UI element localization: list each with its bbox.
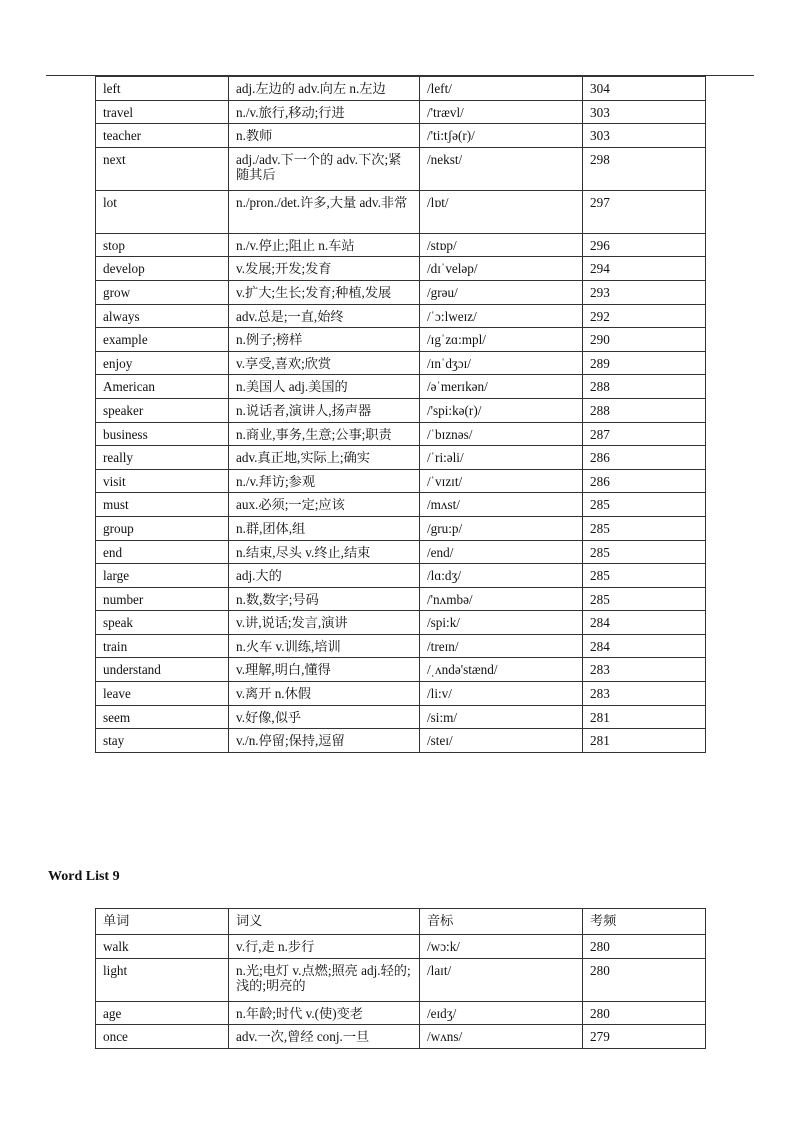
word-cell: group xyxy=(96,516,229,540)
phonetic-cell: /ˈɔ:lweɪz/ xyxy=(420,304,583,328)
table-row xyxy=(96,304,706,328)
table-row xyxy=(96,398,706,422)
meaning-cell: adv.一次,曾经 conj.一旦 xyxy=(229,1025,420,1049)
table-row xyxy=(96,682,706,706)
word-cell: visit xyxy=(96,469,229,493)
meaning-cell: adj./adv.下一个的 adv.下次;紧随其后 xyxy=(229,147,420,190)
meaning-cell: n.火车 v.训练,培训 xyxy=(229,634,420,658)
table-row xyxy=(96,280,706,304)
word-cell: understand xyxy=(96,658,229,682)
frequency-cell: 298 xyxy=(583,147,706,190)
frequency-cell: 303 xyxy=(583,124,706,148)
meaning-cell: n.群,团体,组 xyxy=(229,516,420,540)
word-cell: stop xyxy=(96,233,229,257)
meaning-cell: n.教师 xyxy=(229,124,420,148)
word-cell: speaker xyxy=(96,398,229,422)
word-cell: leave xyxy=(96,682,229,706)
phonetic-cell: /li:v/ xyxy=(420,682,583,706)
phonetic-cell: /ˈvɪzɪt/ xyxy=(420,469,583,493)
table-row xyxy=(96,328,706,352)
frequency-cell: 283 xyxy=(583,682,706,706)
phonetic-cell: /'nʌmbə/ xyxy=(420,587,583,611)
word-cell: develop xyxy=(96,257,229,281)
phonetic-cell: /'ti:tʃə(r)/ xyxy=(420,124,583,148)
frequency-cell: 280 xyxy=(583,1001,706,1025)
table-row xyxy=(96,233,706,257)
meaning-cell: n./pron./det.许多,大量 adv.非常 xyxy=(229,190,420,233)
phonetic-cell: /grəu/ xyxy=(420,280,583,304)
phonetic-cell: /nekst/ xyxy=(420,147,583,190)
phonetic-cell: /mʌst/ xyxy=(420,493,583,517)
table-row xyxy=(96,100,706,124)
table-row xyxy=(96,729,706,753)
phonetic-cell: /ˈbɪznəs/ xyxy=(420,422,583,446)
meaning-cell: v.扩大;生长;发育;种植,发展 xyxy=(229,280,420,304)
frequency-cell: 285 xyxy=(583,516,706,540)
phonetic-cell: /wʌns/ xyxy=(420,1025,583,1049)
word-cell: seem xyxy=(96,705,229,729)
meaning-cell: n.年龄;时代 v.(使)变老 xyxy=(229,1001,420,1025)
phonetic-cell: /lɒt/ xyxy=(420,190,583,233)
table-row xyxy=(96,493,706,517)
meaning-cell: adv.总是;一直,始终 xyxy=(229,304,420,328)
table-row xyxy=(96,634,706,658)
frequency-cell: 304 xyxy=(583,77,706,101)
meaning-cell: n.光;电灯 v.点燃;照亮 adj.轻的;浅的;明亮的 xyxy=(229,958,420,1001)
word-cell: really xyxy=(96,446,229,470)
header-meaning: 词义 xyxy=(229,909,420,935)
frequency-cell: 288 xyxy=(583,398,706,422)
meaning-cell: n./v.停止;阻止 n.车站 xyxy=(229,233,420,257)
word-cell: speak xyxy=(96,611,229,635)
frequency-cell: 281 xyxy=(583,729,706,753)
word-cell: always xyxy=(96,304,229,328)
table-row xyxy=(96,422,706,446)
meaning-cell: v.理解,明白,懂得 xyxy=(229,658,420,682)
word-cell: grow xyxy=(96,280,229,304)
frequency-cell: 284 xyxy=(583,634,706,658)
table-row xyxy=(96,658,706,682)
table-row xyxy=(96,705,706,729)
frequency-cell: 292 xyxy=(583,304,706,328)
phonetic-cell: /si:m/ xyxy=(420,705,583,729)
word-cell: large xyxy=(96,564,229,588)
frequency-cell: 286 xyxy=(583,469,706,493)
vocab-table-word-list-9 xyxy=(95,908,706,1049)
phonetic-cell: /stɒp/ xyxy=(420,233,583,257)
word-cell: once xyxy=(96,1025,229,1049)
frequency-cell: 293 xyxy=(583,280,706,304)
frequency-cell: 283 xyxy=(583,658,706,682)
frequency-cell: 287 xyxy=(583,422,706,446)
meaning-cell: n.商业,事务,生意;公事;职责 xyxy=(229,422,420,446)
meaning-cell: v.行,走 n.步行 xyxy=(229,935,420,959)
table-row xyxy=(96,147,706,190)
frequency-cell: 289 xyxy=(583,351,706,375)
meaning-cell: v.享受,喜欢;欣赏 xyxy=(229,351,420,375)
word-cell: American xyxy=(96,375,229,399)
word-cell: example xyxy=(96,328,229,352)
table-row xyxy=(96,540,706,564)
frequency-cell: 290 xyxy=(583,328,706,352)
phonetic-cell: /spi:k/ xyxy=(420,611,583,635)
word-cell: light xyxy=(96,958,229,1001)
word-cell: travel xyxy=(96,100,229,124)
frequency-cell: 285 xyxy=(583,540,706,564)
phonetic-cell: /eɪdʒ/ xyxy=(420,1001,583,1025)
phonetic-cell: /treɪn/ xyxy=(420,634,583,658)
meaning-cell: n.结束,尽头 v.终止,结束 xyxy=(229,540,420,564)
meaning-cell: v.讲,说话;发言,演讲 xyxy=(229,611,420,635)
word-cell: left xyxy=(96,77,229,101)
phonetic-cell: /'spi:kə(r)/ xyxy=(420,398,583,422)
phonetic-cell: /left/ xyxy=(420,77,583,101)
table-row xyxy=(96,958,706,1001)
table-header-row xyxy=(96,909,706,935)
meaning-cell: aux.必须;一定;应该 xyxy=(229,493,420,517)
meaning-cell: n.例子;榜样 xyxy=(229,328,420,352)
phonetic-cell: /ˈri:əli/ xyxy=(420,446,583,470)
phonetic-cell: /əˈmerɪkən/ xyxy=(420,375,583,399)
phonetic-cell: /end/ xyxy=(420,540,583,564)
table-row xyxy=(96,469,706,493)
phonetic-cell: /dɪˈveləp/ xyxy=(420,257,583,281)
word-cell: enjoy xyxy=(96,351,229,375)
frequency-cell: 285 xyxy=(583,493,706,517)
table-row xyxy=(96,516,706,540)
frequency-cell: 297 xyxy=(583,190,706,233)
vocab-table-continued xyxy=(95,76,706,753)
word-cell: lot xyxy=(96,190,229,233)
word-cell: must xyxy=(96,493,229,517)
table-row xyxy=(96,124,706,148)
frequency-cell: 294 xyxy=(583,257,706,281)
phonetic-cell: /ɪnˈdʒɔɪ/ xyxy=(420,351,583,375)
meaning-cell: n.数,数字;号码 xyxy=(229,587,420,611)
table-row xyxy=(96,257,706,281)
frequency-cell: 284 xyxy=(583,611,706,635)
table-row xyxy=(96,375,706,399)
meaning-cell: v.好像,似乎 xyxy=(229,705,420,729)
meaning-cell: n.说话者,演讲人,扬声器 xyxy=(229,398,420,422)
word-cell: age xyxy=(96,1001,229,1025)
frequency-cell: 280 xyxy=(583,935,706,959)
phonetic-cell: /steɪ/ xyxy=(420,729,583,753)
frequency-cell: 286 xyxy=(583,446,706,470)
word-cell: teacher xyxy=(96,124,229,148)
table-row xyxy=(96,587,706,611)
frequency-cell: 288 xyxy=(583,375,706,399)
table-row xyxy=(96,190,706,233)
header-phonetic: 音标 xyxy=(420,909,583,935)
phonetic-cell: /lɑ:dʒ/ xyxy=(420,564,583,588)
word-cell: business xyxy=(96,422,229,446)
word-cell: number xyxy=(96,587,229,611)
word-cell: stay xyxy=(96,729,229,753)
frequency-cell: 280 xyxy=(583,958,706,1001)
word-cell: walk xyxy=(96,935,229,959)
header-frequency: 考频 xyxy=(583,909,706,935)
section-heading: Word List 9 xyxy=(48,869,120,884)
phonetic-cell: /ɪgˈzɑ:mpl/ xyxy=(420,328,583,352)
table-row xyxy=(96,1025,706,1049)
table-row xyxy=(96,1001,706,1025)
meaning-cell: n.美国人 adj.美国的 xyxy=(229,375,420,399)
header-word: 单词 xyxy=(96,909,229,935)
table-row xyxy=(96,564,706,588)
phonetic-cell: /ˌʌndə'stænd/ xyxy=(420,658,583,682)
phonetic-cell: /laɪt/ xyxy=(420,958,583,1001)
meaning-cell: n./v.旅行,移动;行进 xyxy=(229,100,420,124)
word-cell: next xyxy=(96,147,229,190)
meaning-cell: v.发展;开发;发育 xyxy=(229,257,420,281)
frequency-cell: 285 xyxy=(583,564,706,588)
table-row xyxy=(96,77,706,101)
phonetic-cell: /'trævl/ xyxy=(420,100,583,124)
table-row xyxy=(96,935,706,959)
table-row xyxy=(96,351,706,375)
frequency-cell: 285 xyxy=(583,587,706,611)
phonetic-cell: /wɔ:k/ xyxy=(420,935,583,959)
word-cell: end xyxy=(96,540,229,564)
meaning-cell: adj.大的 xyxy=(229,564,420,588)
frequency-cell: 281 xyxy=(583,705,706,729)
word-cell: train xyxy=(96,634,229,658)
frequency-cell: 296 xyxy=(583,233,706,257)
meaning-cell: adj.左边的 adv.向左 n.左边 xyxy=(229,77,420,101)
meaning-cell: adv.真正地,实际上;确实 xyxy=(229,446,420,470)
meaning-cell: v.离开 n.休假 xyxy=(229,682,420,706)
table-row xyxy=(96,446,706,470)
meaning-cell: v./n.停留;保持,逗留 xyxy=(229,729,420,753)
frequency-cell: 279 xyxy=(583,1025,706,1049)
table-row xyxy=(96,611,706,635)
frequency-cell: 303 xyxy=(583,100,706,124)
meaning-cell: n./v.拜访;参观 xyxy=(229,469,420,493)
phonetic-cell: /gru:p/ xyxy=(420,516,583,540)
